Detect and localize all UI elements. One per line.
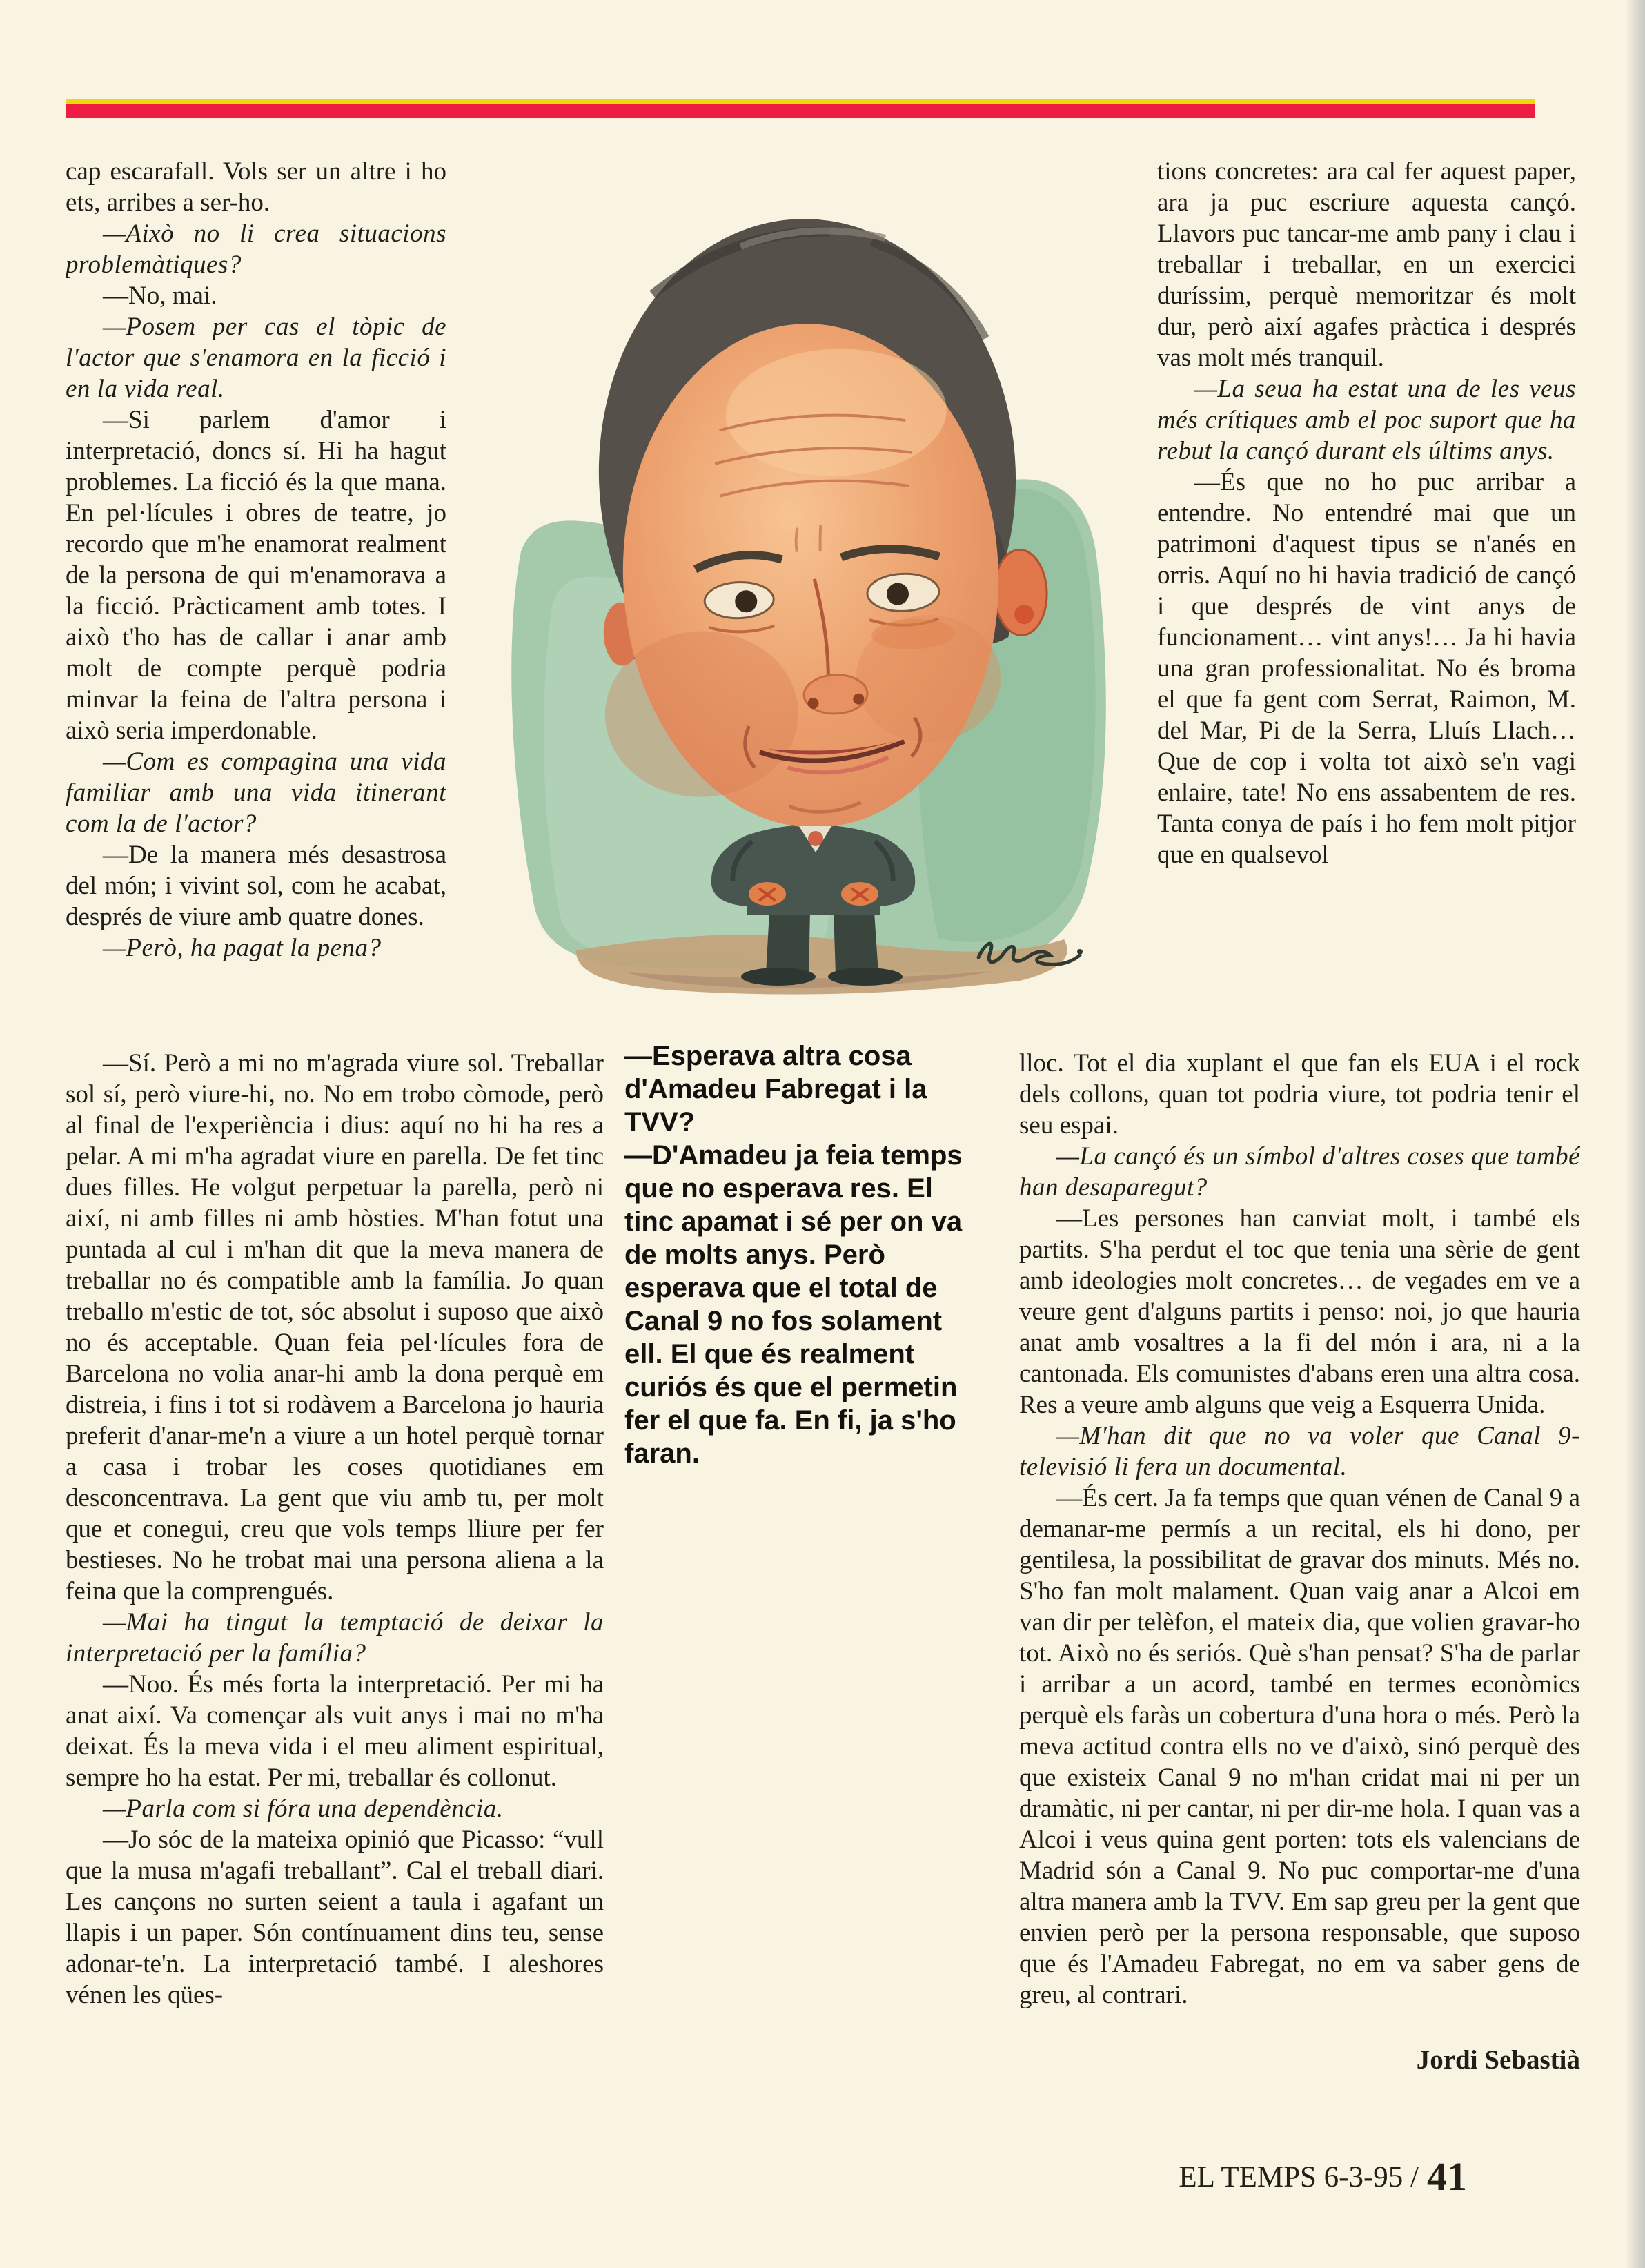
interview-question: —La cançó és un símbol d'altres coses que també han desaparegut? [1019, 1142, 1580, 1202]
paragraph: cap escarafall. Vols ser un altre i ho ets, arribes a ser-ho. [66, 157, 446, 217]
text-column-left-upper [66, 156, 446, 1048]
scan-edge-shadow [1626, 0, 1645, 2268]
interview-answer: —Noo. És més forta la interpretació. Per mi ha anat així. Va començar als vuit anys i mai no m'ha deixat. És la meva vida i el meu aliment espiritual, sempre ho ha estat. Per mi, treballar és collonut. [66, 1670, 604, 1792]
text-column-right-lower [1019, 1048, 1580, 2129]
caption-question: —Esperava altra cosa d'Amadeu Fabregat i la TVV? [624, 1041, 927, 1137]
interview-answer: —Sí. Però a mi no m'agrada viure sol. Treballar sol sí, però viure-hi, no. No em trobo còmode, però al final de l'experiència i dius: aquí no hi ha res a pelar. A mi m'ha agradat viure en parella. De fet tinc dues filles. He volgut perpetuar la parella, però ni així, ni amb filles ni amb hòsties. M'han fotut una puntada al cul i m'han dit que la meva manera de treballar no és compatible amb la família. Jo quan treballo m'estic de tot, sóc absolut i suposo que això no és acceptable. Quan feia pel·lícules fora de Barcelona no volia anar-hi amb la dona perquè em distreia, i fins i tot si rodàvem a Barcelona jo hauria preferit d'anar-me'n a viure a un hotel perquè tornar a casa i trobar les coses quotidianes em desconcentrava. La gent que viu amb tu, per molt que et conegui, creu que vols temps lliure per fer bestieses. No he trobat mai una persona aliena a la feina que la comprengués. [66, 1049, 604, 1605]
interview-question: —Parla com si fóra una dependència. [103, 1795, 504, 1823]
text-column-right-upper [1157, 156, 1576, 1048]
top-rule-red [66, 104, 1535, 118]
interview-answer: —És que no ho puc arribar a entendre. No entendré mai que un patrimoni d'aquest tipus se n'anés en orris. Aquí no hi havia tradició de cançó i que després de vint anys de funcionament… vint anys!… Ja hi havia una gran professionalitat. No és broma el que fa gent com Serrat, Raimon, M. del Mar, Pi de la Serra, Lluís Llach… Que de cop i volta tot això se'n vagi enlaire, tate! No ens assabentem de res. Tanta conya de país i ho fem molt pitjor que en qualsevol [1157, 468, 1576, 869]
paragraph: lloc. Tot el dia xuplant el que fan els EUA i el rock dels collons, quan tot podria viure, tot podria tenir el seu espai. [1019, 1049, 1580, 1140]
author-byline: Jordi Sebastià [1404, 2044, 1580, 2075]
interview-question: —Posem per cas el tòpic de l'actor que s'enamora en la ficció i en la vida real. [66, 313, 446, 403]
top-rule-yellow [66, 99, 1535, 104]
interview-answer: —Les persones han canviat molt, i també els partits. S'ha perdut el toc que tenia una sèrie de gent amb ideologies molt concretes… de vegades em ve a veure gent d'alguns partits i penso: noi, jo que hauria anat amb vosaltres a la fi del món i ara, ni a la cantonada. Els comunistes d'abans eren una altra cosa. Res a veure amb alguns que veig a Esquerra Unida. [1019, 1204, 1580, 1419]
interview-answer: —Jo sóc de la mateixa opinió que Picasso: “vull que la musa m'agafi treballant”. Cal el treball diari. Les cançons no surten seient a taula i agafant un llapis i un paper. Són contínuament dins teu, sense adonar-te'n. La interpretació també. I aleshores vénen les qües- [66, 1826, 604, 2009]
interview-question: —M'han dit que no va voler que Canal 9-televisió li fera un documental. [1019, 1422, 1580, 1481]
interview-answer: —No, mai. [103, 282, 217, 310]
interview-answer: —De la manera més desastrosa del món; i vivint sol, com he acabat, després de viure amb quatre dones. [66, 841, 446, 931]
interview-answer: —Si parlem d'amor i interpretació, doncs sí. Hi ha hagut problemes. La ficció és la que mana. En pel·lícules i obres de teatre, jo recordo que m'he enamorat realment de la persona de qui m'enamorava a la ficció. Pràcticament amb totes. I això t'ho has de callar i anar amb molt de compte perquè podria minvar la feina de l'altra persona i això seria imperdonable. [66, 406, 446, 745]
footer-label: EL TEMPS 6-3-95 / [1179, 2161, 1419, 2193]
interview-question: —Però, ha pagat la pena? [103, 934, 382, 962]
interview-question: —Com es compagina una vida familiar amb una vida itinerant com la de l'actor? [66, 747, 446, 838]
interview-question: —La seua ha estat una de les veus més crítiques amb el poc suport que ha rebut la cançó durant els últims anys. [1157, 375, 1576, 465]
text-column-left-lower [66, 1048, 604, 2129]
interview-question: —Això no li crea situacions problemàtiques? [66, 219, 446, 279]
interview-question: —Mai ha tingut la temptació de deixar la interpretació per la família? [66, 1608, 604, 1668]
caption-answer: —D'Amadeu ja feia temps que no esperava res. El tinc apamat i sé per on va de molts anys. Però esperava que el total de Canal 9 no fos solament ell. El que és realment curiós és que el permetin fer el que fa. En fi, ja s'ho faran. [624, 1140, 963, 1469]
footer-page-number: 41 [1427, 2154, 1467, 2199]
page-footer [1179, 2153, 1467, 2200]
caricature-illustration [455, 178, 1118, 1015]
paragraph: tions concretes: ara cal fer aquest paper, ara ja puc escriure aquesta cançó. Llavors puc tancar-me amb pany i clau i treballar i treballar, en un exercici duríssim, perquè memoritzar és molt dur, però així agafes pràctica i després vas molt més tranquil. [1157, 157, 1576, 372]
interview-answer: —És cert. Ja fa temps que quan vénen de Canal 9 a demanar-me permís a un recital, els hi dono, per gentilesa, la possibilitat de gravar dos minuts. Més no. S'ho fan molt malament. Quan vaig anar a Alcoi em van dir per telèfon, el mateix dia, que volien gravar-ho tot. Això no és seriós. Què s'han pensat? S'ha de parlar i arribar a un acord, també en termes econòmics perquè els faràs un cobertura d'una hora o més. Però la meva actitud contra ells no ve d'això, sinó perquè des que existeix Canal 9 no m'han cridat mai ni per un dramàtic, ni per cantar, ni per dir-me hola. I quan vas a Alcoi i veus quina gent porten: tots els valencians de Madrid són a Canal 9. No puc comportar-me d'una altra manera amb la TVV. Em sap greu per la gent que envien però per la persona responsable, que suposo que és l'Amadeu Fabregat, no em va saber gens de greu, al contrari. [1019, 1484, 1580, 2009]
caption-block [624, 1039, 980, 1470]
